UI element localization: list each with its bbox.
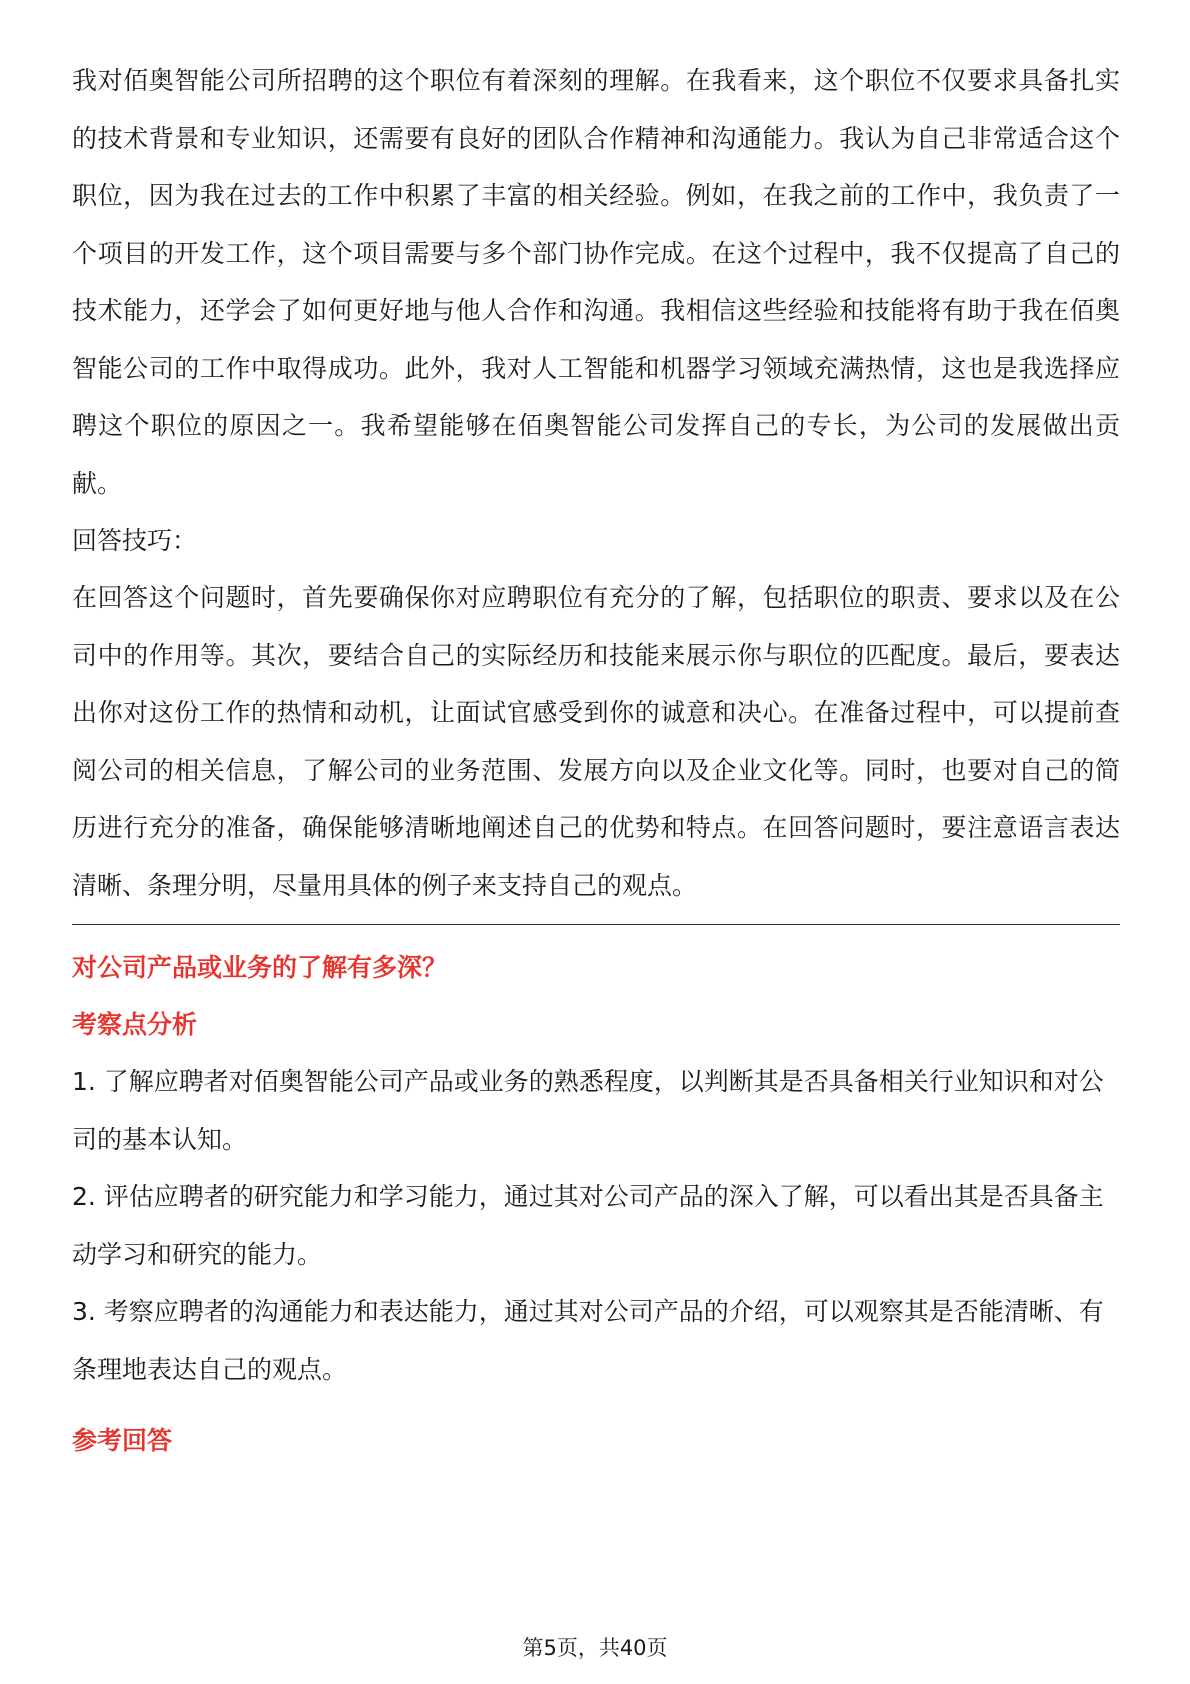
- analysis-item-2: 2. 评估应聘者的研究能力和学习能力，通过其对公司产品的深入了解，可以看出其是否具备主动学习和研究的能力。: [72, 1182, 1104, 1269]
- analysis-item-3: 3. 考察应聘者的沟通能力和表达能力，通过其对公司产品的介绍，可以观察其是否能清晰、有条理地表达自己的观点。: [72, 1297, 1104, 1384]
- question-title: 对公司产品或业务的了解有多深？: [72, 953, 448, 982]
- document-body: [72, 52, 1120, 1469]
- analysis-heading: 考察点分析: [72, 1010, 198, 1039]
- analysis-item-1: 1. 了解应聘者对佰奥智能公司产品或业务的熟悉程度，以判断其是否具备相关行业知识和对公司的基本认知。: [72, 1067, 1104, 1154]
- reference-heading: 参考回答: [72, 1426, 173, 1455]
- answer-paragraph: 我对佰奥智能公司所招聘的这个职位有着深刻的理解。在我看来，这个职位不仅要求具备扎实的技术背景和专业知识，还需要有良好的团队合作精神和沟通能力。我认为自己非常适合这个职位，因为我在过去的工作中积累了丰富的相关经验。例如，在我之前的工作中，我负责了一个项目的开发工作，这个项目需要与多个部门协作完成。在这个过程中，我不仅提高了自己的技术能力，还学会了如何更好地与他人合作和沟通。我相信这些经验和技能将有助于我在佰奥智能公司的工作中取得成功。此外，我对人工智能和机器学习领域充满热情，这也是我选择应聘这个职位的原因之一。我希望能够在佰奥智能公司发挥自己的专长，为公司的发展做出贡献。: [72, 66, 1120, 498]
- tips-label: 回答技巧：: [72, 526, 198, 555]
- page-footer: 第5页，共40页: [522, 1636, 668, 1660]
- tips-paragraph: 在回答这个问题时，首先要确保你对应聘职位有充分的了解，包括职位的职责、要求以及在公司中的作用等。其次，要结合自己的实际经历和技能来展示你与职位的匹配度。最后，要表达出你对这份工作的热情和动机，让面试官感受到你的诚意和决心。在准备过程中，可以提前查阅公司的相关信息，了解公司的业务范围、发展方向以及企业文化等。同时，也要对自己的简历进行充分的准备，确保能够清晰地阐述自己的优势和特点。在回答问题时，要注意语言表达清晰、条理分明，尽量用具体的例子来支持自己的观点。: [72, 583, 1120, 900]
- section-divider: [72, 924, 1120, 925]
